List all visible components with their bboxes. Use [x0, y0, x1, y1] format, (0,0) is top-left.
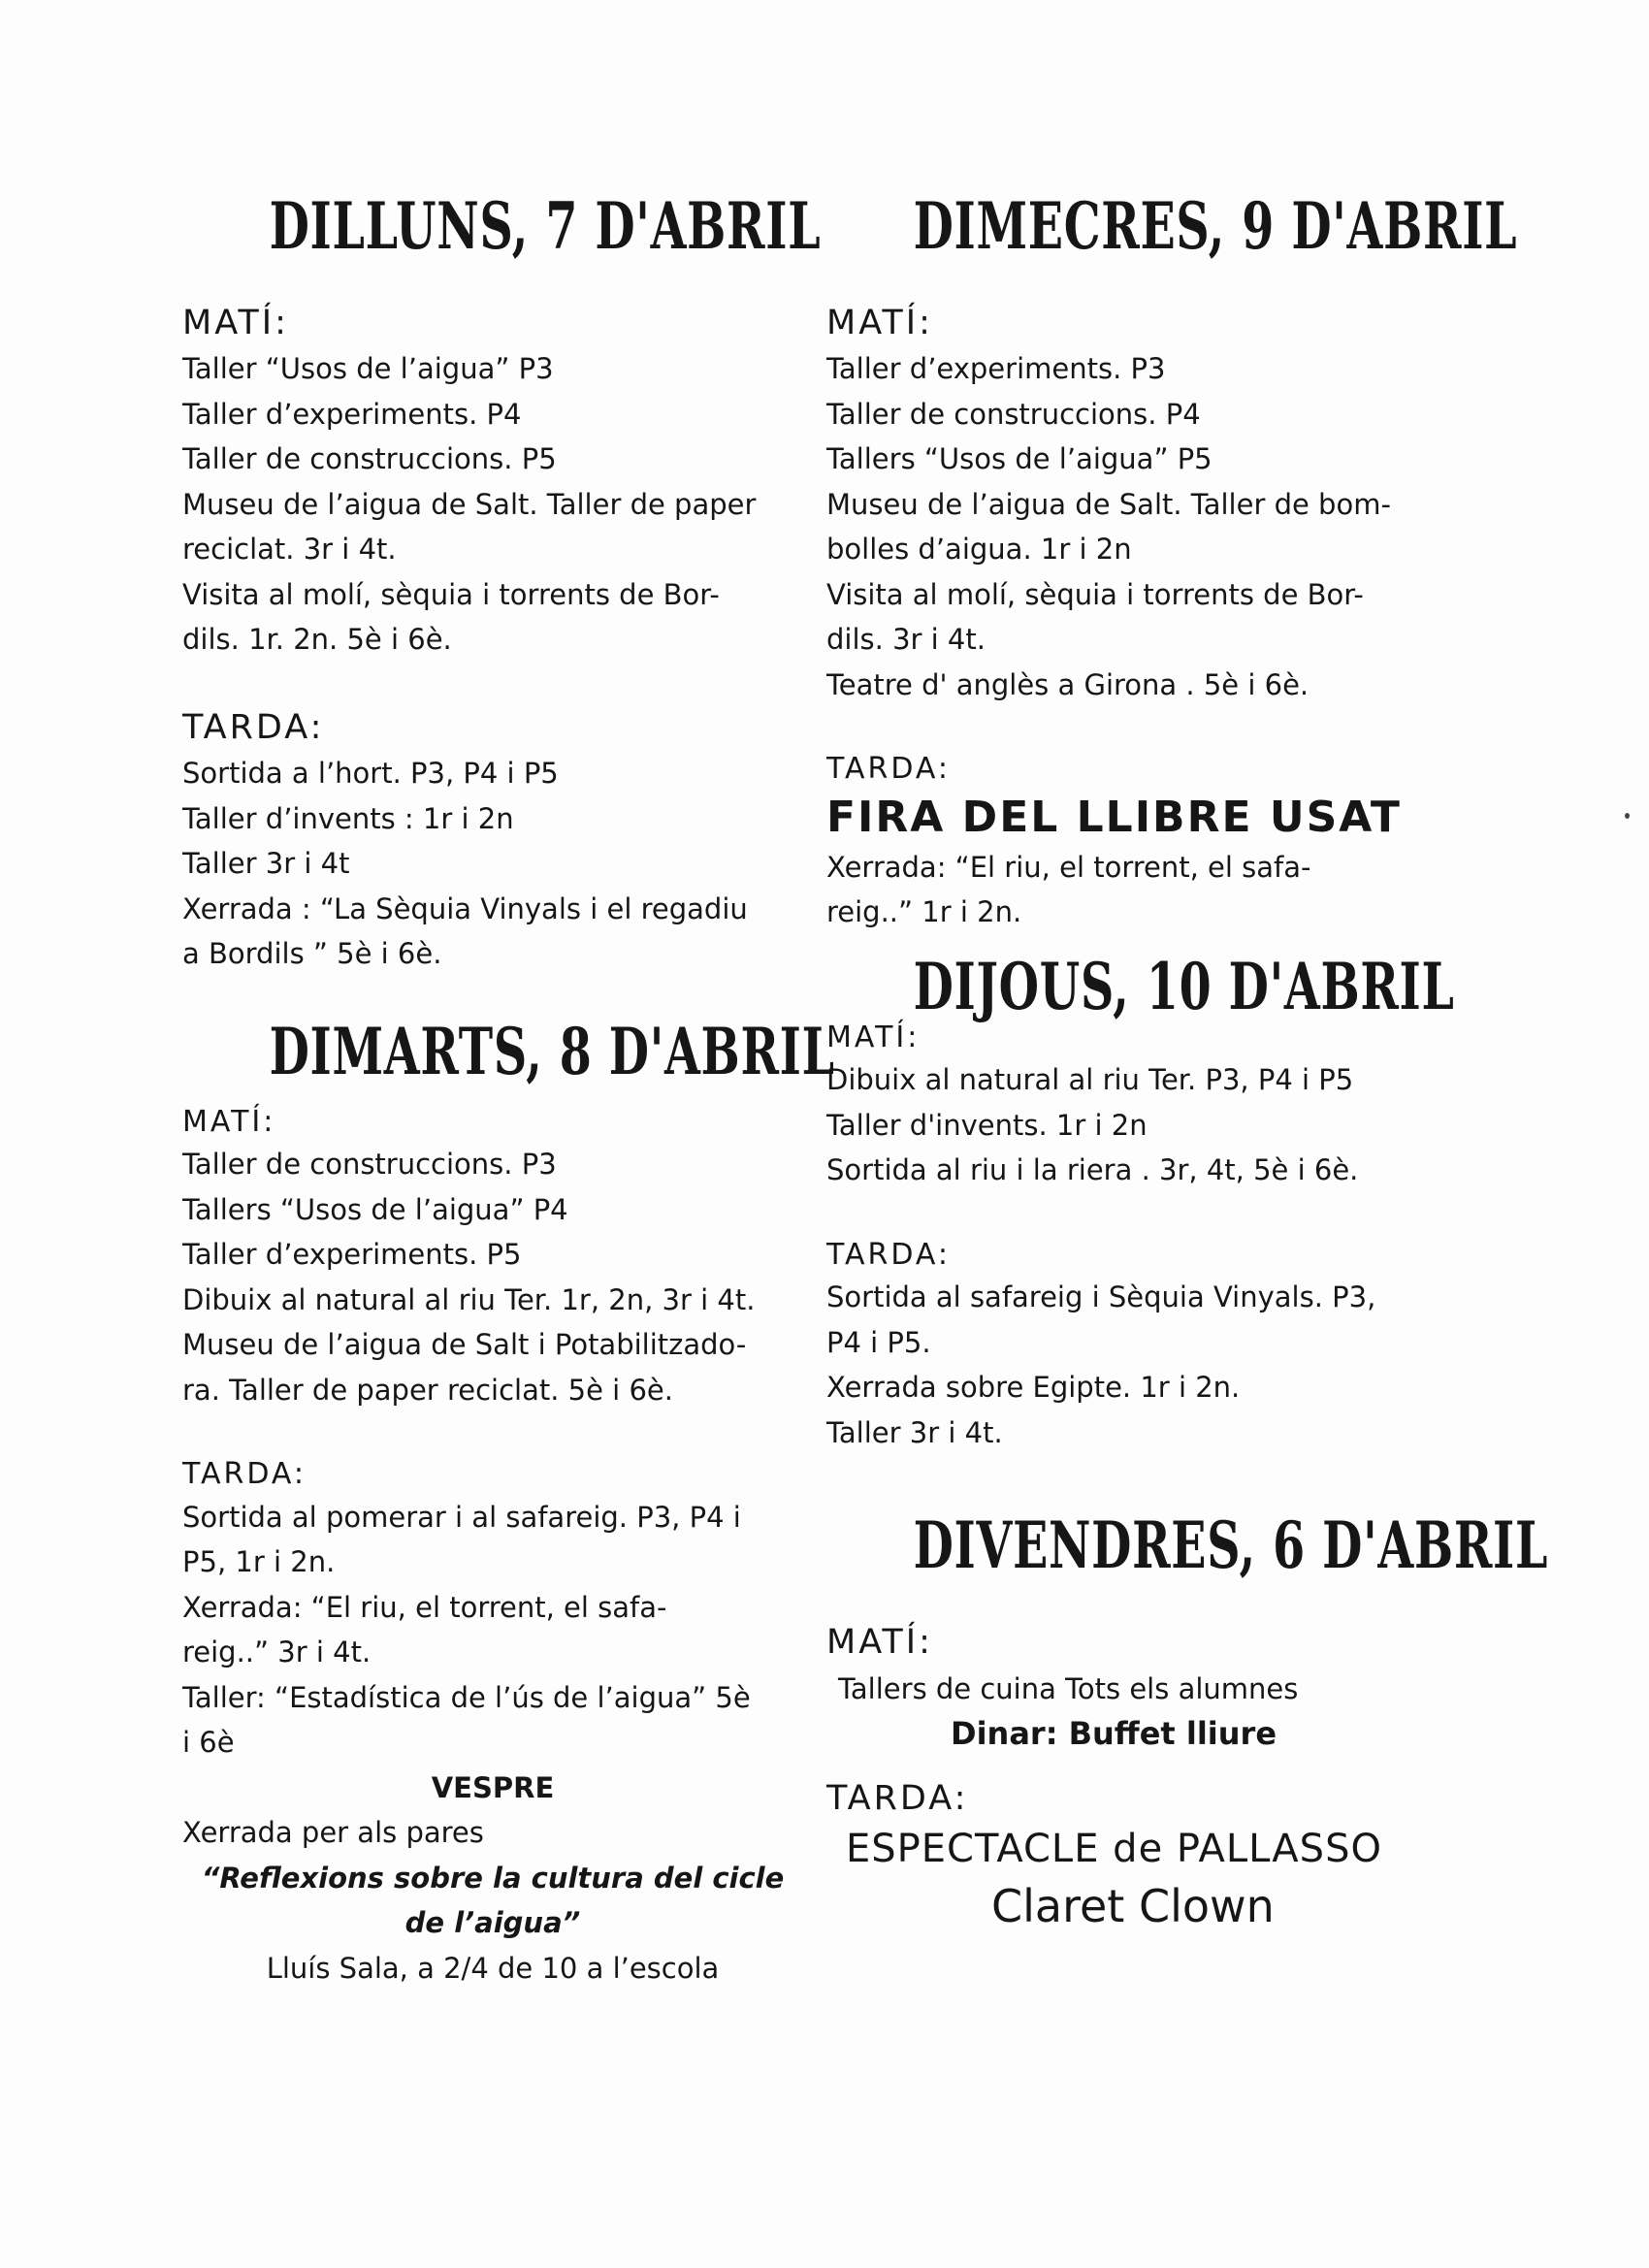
- day-thursday: [826, 948, 1455, 1456]
- activity-line: Taller “Usos de l’aigua” P3: [182, 352, 554, 386]
- activity-line: Museu de l’aigua de Salt. Taller de bom-: [826, 487, 1391, 521]
- activity-line: Taller de construccions. P3: [182, 1148, 557, 1181]
- activity-line: Taller de construccions. P4: [826, 397, 1201, 431]
- afternoon-label: TARDA:: [826, 1778, 969, 1818]
- activity-line: Sortida a l’hort. P3, P4 i P5: [182, 757, 559, 790]
- activity-line: a Bordils ” 5è i 6è.: [182, 937, 442, 970]
- activity-line: reciclat. 3r i 4t.: [182, 533, 397, 567]
- day-title: DIMARTS, 8 D'ABRIL: [269, 1013, 835, 1089]
- activity-line: Taller d’experiments. P4: [182, 397, 522, 431]
- activity-line: Visita al molí, sèquia i torrents de Bor-: [826, 577, 1364, 611]
- talk-info: Lluís Sala, a 2/4 de 10 a l’escola: [266, 1951, 720, 1985]
- activity-line: reig..” 3r i 4t.: [182, 1636, 372, 1669]
- day-title: DIMECRES, 9 D'ABRIL: [913, 188, 1518, 264]
- activity-line: Dibuix al natural al riu Ter. 1r, 2n, 3r i 4t.: [182, 1282, 756, 1316]
- activity-line: ra. Taller de paper reciclat. 5è i 6è.: [182, 1373, 673, 1407]
- activity-line: P5, 1r i 2n.: [182, 1545, 336, 1578]
- activity-line: Tallers “Usos de l’aigua” P5: [826, 442, 1212, 476]
- activity-line: Taller 3r i 4t.: [826, 1415, 1003, 1449]
- activity-line: Taller 3r i 4t: [182, 847, 350, 880]
- activity-line: P4 i P5.: [826, 1325, 931, 1359]
- day-tuesday: [182, 1013, 835, 1992]
- talk-title: de l’aigua”: [404, 1906, 581, 1939]
- activity-line: Taller d’invents : 1r i 2n: [182, 801, 514, 835]
- activity-line: Dibuix al natural al riu Ter. P3, P4 i P5: [826, 1063, 1354, 1097]
- morning-label: MATÍ:: [826, 304, 933, 342]
- activity-line: Museu de l’aigua de Salt. Taller de paper: [182, 487, 757, 521]
- activity-line: bolles d’aigua. 1r i 2n: [826, 533, 1132, 567]
- afternoon-label: TARDA:: [182, 1457, 307, 1491]
- lunch-line: Dinar: Buffet lliure: [951, 1715, 1277, 1753]
- clown-name: Claret Clown: [991, 1879, 1275, 1932]
- activity-line: i 6è: [182, 1726, 235, 1759]
- activity-line: dils. 3r i 4t.: [826, 623, 986, 657]
- activity-line: Taller d'invents. 1r i 2n: [826, 1108, 1148, 1142]
- day-monday: [182, 188, 822, 977]
- morning-label: MATÍ:: [182, 1104, 276, 1139]
- morning-label: MATÍ:: [182, 304, 289, 342]
- scan-speck: [1625, 813, 1630, 819]
- activity-line: Tallers de cuina Tots els alumnes: [838, 1671, 1299, 1705]
- show-title: ESPECTACLE de PALLASSO: [846, 1826, 1382, 1871]
- talk-title: “Reflexions sobre la cultura del cicle: [201, 1861, 785, 1895]
- activity-line: Taller d’experiments. P5: [182, 1238, 522, 1271]
- evening-label: VESPRE: [431, 1770, 555, 1804]
- right-column: [826, 188, 1549, 1936]
- activity-line: Sortida al safareig i Sèquia Vinyals. P3,: [826, 1280, 1376, 1314]
- book-fair-banner: FIRA DEL LLIBRE USAT: [826, 792, 1402, 842]
- activity-line: Tallers “Usos de l’aigua” P4: [182, 1192, 568, 1226]
- activity-line: Sortida al pomerar i al safareig. P3, P4 i: [182, 1500, 741, 1534]
- activity-line: Museu de l’aigua de Salt i Potabilitzado-: [182, 1328, 747, 1361]
- activity-line: Xerrada sobre Egipte. 1r i 2n.: [826, 1371, 1241, 1405]
- day-wednesday: [826, 188, 1518, 935]
- activity-line: Teatre d' anglès a Girona . 5è i 6è.: [826, 667, 1310, 701]
- activity-line: reig..” 1r i 2n.: [826, 895, 1022, 929]
- afternoon-label: TARDA:: [826, 1237, 952, 1272]
- morning-label: MATÍ:: [826, 1020, 921, 1054]
- activity-line: Taller: “Estadística de l’ús de l’aigua” 5è: [182, 1680, 751, 1714]
- activity-line: Visita al molí, sèquia i torrents de Bor-: [182, 577, 720, 611]
- activity-line: Sortida al riu i la riera . 3r, 4t, 5è i 6è.: [826, 1153, 1359, 1187]
- activity-line: Taller d’experiments. P3: [826, 352, 1166, 386]
- activity-line: Taller de construccions. P5: [182, 442, 557, 476]
- activity-line: Xerrada: “El riu, el torrent, el safa-: [182, 1590, 667, 1624]
- activity-line: dils. 1r. 2n. 5è i 6è.: [182, 623, 452, 657]
- day-title: DILLUNS, 7 D'ABRIL: [269, 188, 822, 264]
- day-title: DIVENDRES, 6 D'ABRIL: [913, 1507, 1549, 1584]
- evening-line: Xerrada per als pares: [182, 1816, 484, 1849]
- day-title: DIJOUS, 10 D'ABRIL: [913, 948, 1455, 1024]
- day-friday: [826, 1507, 1549, 1936]
- activity-line: Xerrada: “El riu, el torrent, el safa-: [826, 850, 1311, 884]
- afternoon-label: TARDA:: [826, 752, 952, 787]
- afternoon-label: TARDA:: [182, 707, 325, 747]
- left-column: [182, 188, 835, 1991]
- activity-line: Xerrada : “La Sèquia Vinyals i el regadiu: [182, 891, 748, 925]
- morning-label: MATÍ:: [826, 1623, 933, 1663]
